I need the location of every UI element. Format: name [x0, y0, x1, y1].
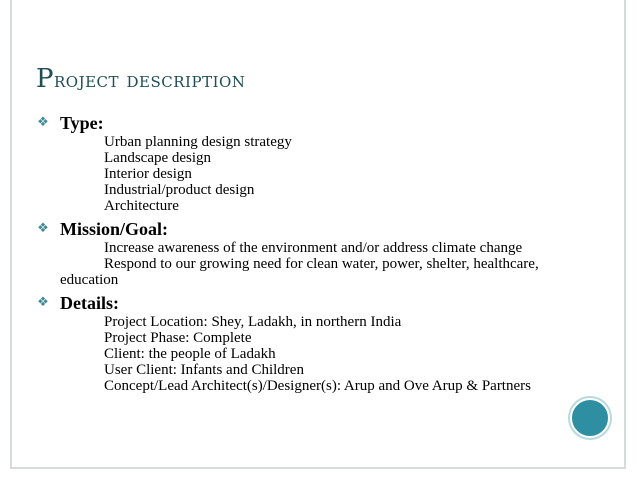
list-item: Increase awareness of the environment and/or address climate change: [104, 240, 523, 256]
list-item: Landscape design: [104, 150, 212, 166]
slide-title: [36, 64, 245, 94]
section-heading: Details:: [60, 293, 119, 313]
section-details: [36, 292, 596, 394]
title-rest: roject description: [54, 68, 246, 93]
list-item: User Client: Infants and Children: [104, 362, 304, 378]
section-type: [36, 112, 596, 214]
section-heading: Mission/Goal:: [60, 219, 169, 239]
decorative-circle: [570, 398, 610, 438]
bullet-square-icon: ❖: [37, 115, 49, 130]
list-item: Respond to our growing need for clean water, power, shelter, healthcare, education: [60, 256, 539, 288]
list-item: Project Location: Shey, Ladakh, in northern India: [104, 314, 402, 330]
bullet-square-icon: ❖: [37, 221, 49, 236]
list-item: Concept/Lead Architect(s)/Designer(s): Arup and Ove Arup & Partners: [104, 378, 531, 394]
bullet-square-icon: ❖: [37, 295, 49, 310]
list-item: Industrial/product design: [104, 182, 255, 198]
list-item: Urban planning design strategy: [104, 134, 292, 150]
list-item: Project Phase: Complete: [104, 330, 252, 346]
title-initial: P: [36, 64, 54, 94]
section-mission: [36, 218, 596, 288]
list-item: Architecture: [104, 198, 179, 214]
section-heading: Type:: [60, 113, 104, 133]
list-item: Client: the people of Ladakh: [104, 346, 276, 362]
slide-content: [36, 112, 596, 396]
list-item: Interior design: [104, 166, 192, 182]
